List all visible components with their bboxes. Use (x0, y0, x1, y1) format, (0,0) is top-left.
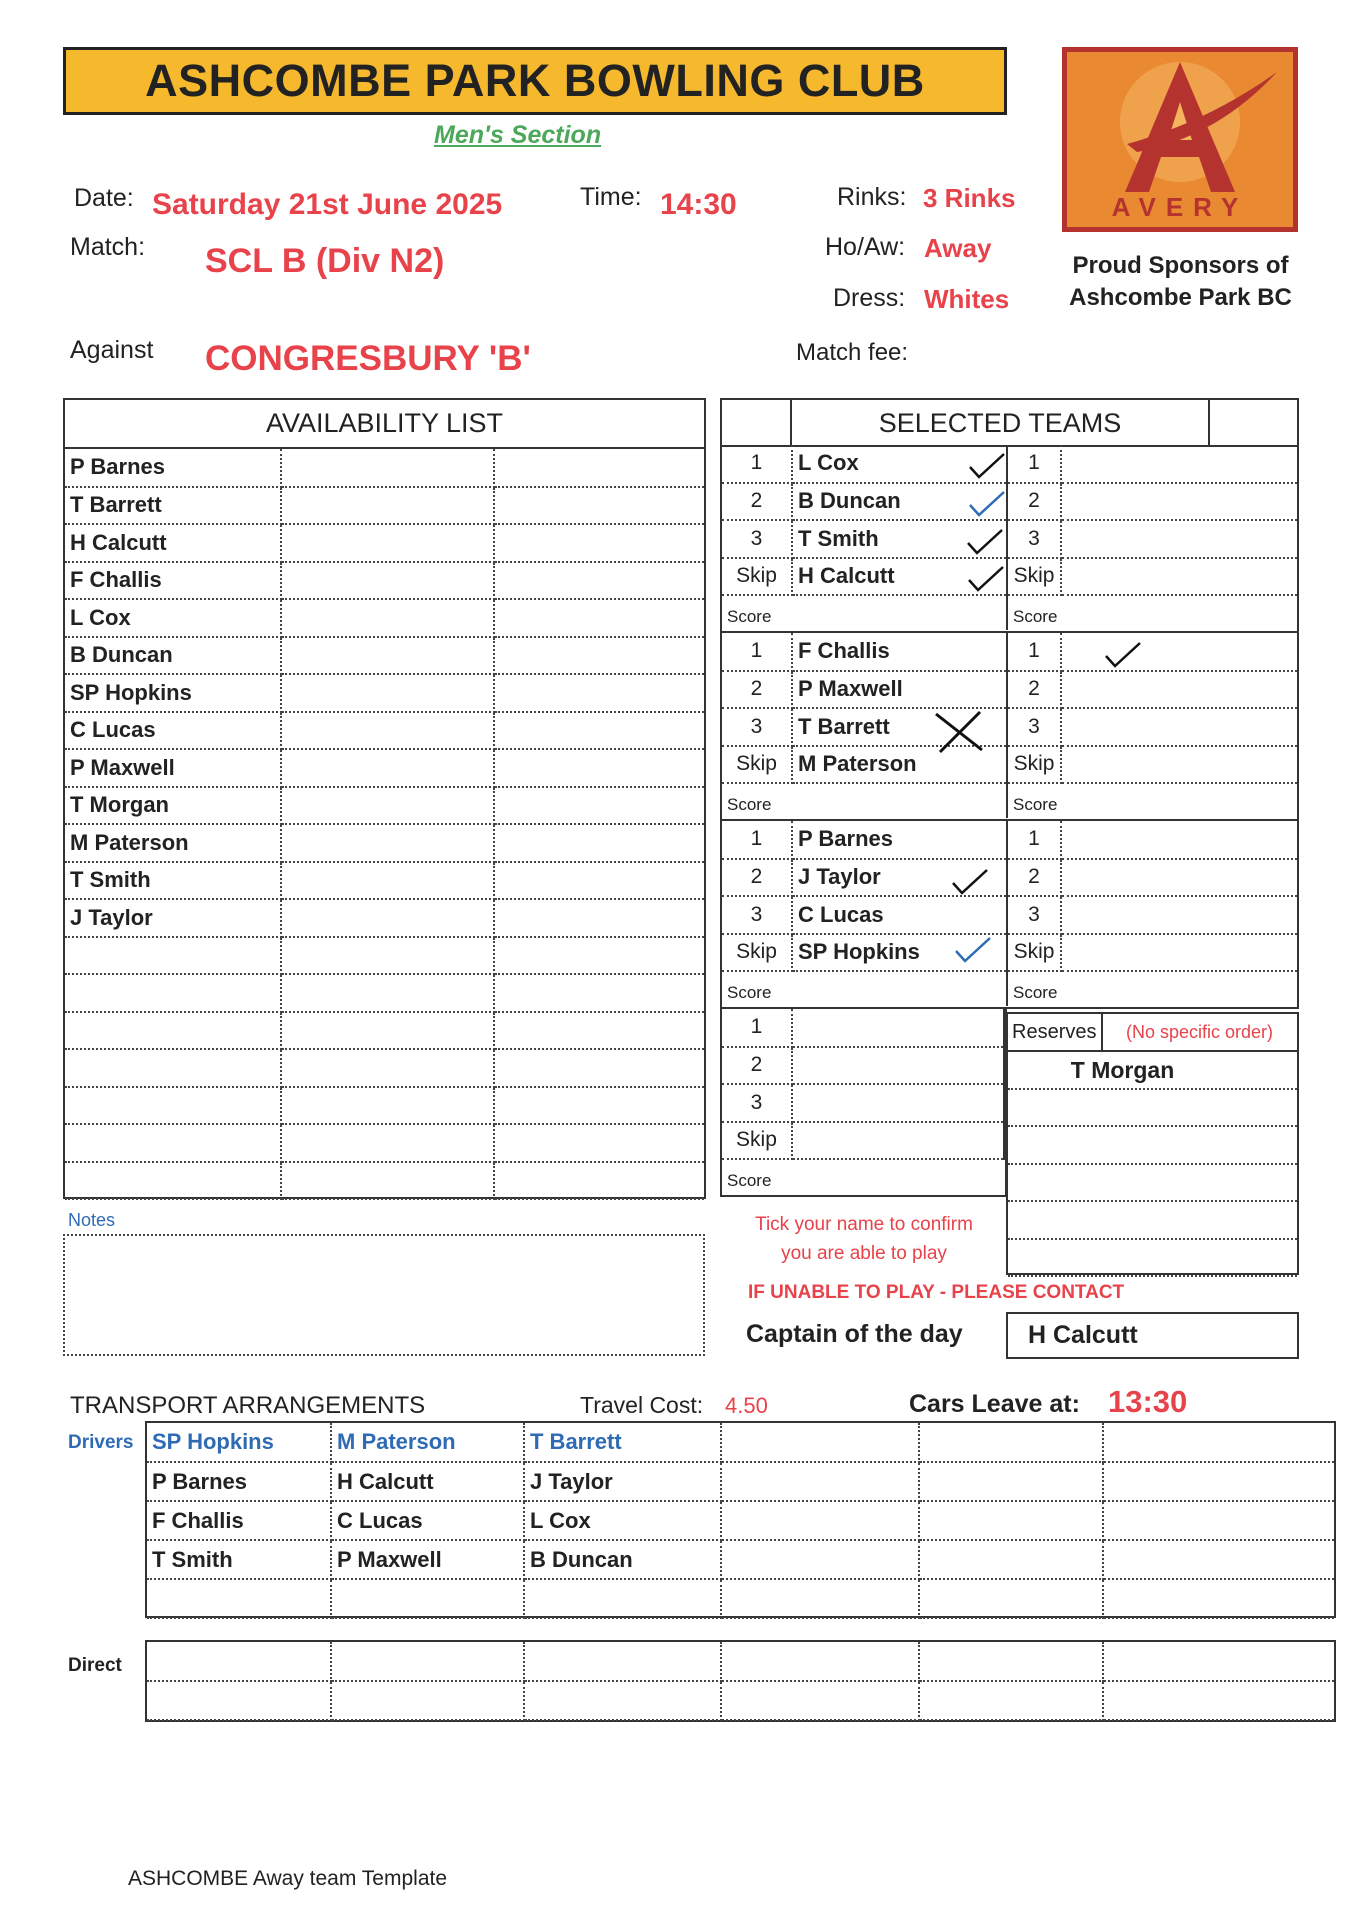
availability-name (65, 1124, 281, 1162)
passenger-name: T Smith (147, 1540, 331, 1579)
passenger-name[interactable] (919, 1579, 1103, 1618)
rinks-label: Rinks: (837, 183, 907, 211)
player-name: B Duncan (792, 483, 1007, 521)
passenger-name: P Maxwell (331, 1540, 524, 1579)
rink-3 (720, 821, 1299, 1009)
rink-row (722, 633, 1297, 671)
availability-title: AVAILABILITY LIST (65, 400, 704, 449)
checkmark-icon (950, 867, 990, 899)
availability-name (65, 1087, 281, 1125)
player-name: F Challis (792, 633, 1007, 671)
checkmark-icon (953, 935, 993, 967)
passenger-name[interactable] (721, 1579, 919, 1618)
passenger-name[interactable] (1103, 1462, 1334, 1501)
availability-cell[interactable] (281, 599, 494, 637)
score-label: Score (722, 783, 1007, 818)
opponent-name-cell[interactable] (1061, 483, 1297, 521)
position-label: 3 (722, 896, 792, 934)
position-label: 1 (722, 633, 792, 671)
reserve-slot: T Morgan (1008, 1052, 1297, 1090)
cross-mark-icon (932, 710, 986, 754)
dress-value: Whites (924, 284, 1010, 314)
player-name (792, 1084, 1004, 1122)
availability-row (65, 1012, 704, 1050)
availability-name: SP Hopkins (65, 674, 281, 712)
availability-row (65, 1124, 704, 1162)
opponent-position-label: 1 (1007, 633, 1061, 671)
direct-cell[interactable] (147, 1681, 331, 1720)
player-name: J Taylor (792, 859, 1007, 897)
match-date: Saturday 21st June 2025 (152, 188, 503, 221)
availability-name: H Calcutt (65, 524, 281, 562)
driver-name: SP Hopkins (147, 1423, 331, 1462)
availability-cell[interactable] (281, 674, 494, 712)
transport-grid-box (145, 1421, 1336, 1618)
availability-name: P Maxwell (65, 749, 281, 787)
player-name: T Smith (792, 520, 1007, 558)
opponent-name-cell[interactable] (1061, 896, 1297, 934)
availability-name: F Challis (65, 562, 281, 600)
availability-cell[interactable] (494, 599, 704, 637)
opponent-name-cell[interactable] (1061, 746, 1297, 784)
tick-note-2: you are able to play (781, 1243, 947, 1264)
travel-cost-label: Travel Cost: (580, 1392, 704, 1418)
rink-row (722, 1084, 1004, 1122)
direct-table (147, 1642, 1334, 1721)
selected-title: SELECTED TEAMS (878, 408, 1122, 438)
availability-name: C Lucas (65, 712, 281, 750)
availability-cell[interactable] (281, 712, 494, 750)
direct-cell[interactable] (147, 1642, 331, 1681)
opponent-position-label: 2 (1007, 671, 1061, 709)
opponent-position-label: Skip (1007, 746, 1061, 784)
availability-name: M Paterson (65, 824, 281, 862)
availability-list (63, 398, 706, 1199)
transport-row (147, 1423, 1334, 1462)
direct-label: Direct (68, 1655, 122, 1676)
direct-cell[interactable] (524, 1681, 721, 1720)
reserves-note: (No specific order) (1126, 1022, 1274, 1042)
availability-row (65, 1087, 704, 1125)
availability-cell[interactable] (494, 1124, 704, 1162)
hoaw-label: Ho/Aw: (825, 233, 906, 261)
direct-cell[interactable] (524, 1642, 721, 1681)
direct-cell[interactable] (331, 1681, 524, 1720)
reserve-slot (1008, 1165, 1297, 1203)
rink-row (722, 896, 1297, 934)
player-name (792, 1047, 1004, 1085)
checkmark-icon (967, 489, 1007, 521)
reserves-header (1008, 1014, 1297, 1052)
time-label: Time: (580, 183, 642, 211)
passenger-name: C Lucas (331, 1501, 524, 1540)
score-label: Score (722, 971, 1007, 1006)
passenger-name: L Cox (524, 1501, 721, 1540)
availability-row (65, 899, 704, 937)
reserve-slot (1008, 1240, 1297, 1278)
availability-cell[interactable] (494, 524, 704, 562)
position-label: 1 (722, 445, 792, 483)
availability-row (65, 712, 704, 750)
availability-row (65, 637, 704, 675)
match-name: SCL B (Div N2) (205, 242, 445, 280)
position-label: 2 (722, 671, 792, 709)
passenger-name: J Taylor (524, 1462, 721, 1501)
availability-cell[interactable] (494, 712, 704, 750)
transport-table (147, 1423, 1334, 1619)
availability-cell[interactable] (494, 749, 704, 787)
opponent-position-label: 2 (1007, 483, 1061, 521)
player-name (792, 1122, 1004, 1160)
availability-cell[interactable] (494, 637, 704, 675)
avery-logo (1062, 47, 1298, 232)
opponent-position-label: 3 (1007, 896, 1061, 934)
player-name: L Cox (792, 445, 1007, 483)
availability-table (65, 449, 704, 1200)
availability-cell[interactable] (281, 562, 494, 600)
availability-name: T Morgan (65, 787, 281, 825)
availability-cell[interactable] (281, 824, 494, 862)
availability-cell[interactable] (281, 1049, 494, 1087)
player-name: P Barnes (792, 821, 1007, 859)
opponent-position-label: 1 (1007, 821, 1061, 859)
availability-row (65, 599, 704, 637)
logo-text: AVERY (1111, 192, 1249, 222)
score-label: Score (722, 595, 1007, 630)
availability-row (65, 862, 704, 900)
passenger-name: H Calcutt (331, 1462, 524, 1501)
availability-row (65, 524, 704, 562)
availability-cell[interactable] (494, 674, 704, 712)
rink-row (722, 520, 1297, 558)
reserve-slot (1008, 1202, 1297, 1240)
rink-row (722, 859, 1297, 897)
availability-name: T Barrett (65, 487, 281, 525)
rink-row (722, 671, 1297, 709)
availability-row (65, 449, 704, 487)
position-label: 2 (722, 859, 792, 897)
opponent-name-cell[interactable] (1061, 445, 1297, 483)
passenger-name[interactable] (721, 1540, 919, 1579)
availability-row (65, 824, 704, 862)
rink-row (722, 1047, 1004, 1085)
reserve-slot (1008, 1127, 1297, 1165)
rink-row (722, 821, 1297, 859)
transport-row (147, 1579, 1334, 1618)
selected-header (720, 398, 1299, 447)
passenger-name: F Challis (147, 1501, 331, 1540)
passenger-name[interactable] (1103, 1579, 1334, 1618)
availability-name: P Barnes (65, 449, 281, 487)
availability-cell[interactable] (494, 1087, 704, 1125)
checkmark-icon (967, 451, 1007, 483)
availability-name: T Smith (65, 862, 281, 900)
passenger-name[interactable] (331, 1579, 524, 1618)
reserves-box (1006, 1012, 1299, 1275)
player-name: T Barrett (792, 708, 1007, 746)
rink-row (722, 1009, 1004, 1047)
availability-cell[interactable] (494, 899, 704, 937)
availability-name: L Cox (65, 599, 281, 637)
opponent-name-cell[interactable] (1061, 558, 1297, 596)
opponent-position-label: 2 (1007, 859, 1061, 897)
availability-cell[interactable] (281, 862, 494, 900)
rink-row (722, 1122, 1004, 1160)
transport-row (147, 1501, 1334, 1540)
driver-name: M Paterson (331, 1423, 524, 1462)
availability-row (65, 487, 704, 525)
rink-row (722, 708, 1297, 746)
tick-instructions (744, 1210, 984, 1268)
opponent-position-label: 3 (1007, 520, 1061, 558)
opponent-name-cell[interactable] (1061, 934, 1297, 972)
availability-cell[interactable] (281, 974, 494, 1012)
rink-row (722, 934, 1297, 972)
passenger-name[interactable] (1103, 1501, 1334, 1540)
player-name: H Calcutt (792, 558, 1007, 596)
opponent-name-cell[interactable] (1061, 708, 1297, 746)
score-label: Score (1013, 607, 1058, 626)
cars-leave-time: 13:30 (1108, 1384, 1188, 1419)
availability-name (65, 1049, 281, 1087)
against-label: Against (70, 336, 154, 364)
opponent-name-cell[interactable] (1061, 671, 1297, 709)
availability-name: B Duncan (65, 637, 281, 675)
opponent-position-label: 1 (1007, 445, 1061, 483)
availability-cell[interactable] (494, 787, 704, 825)
availability-row (65, 974, 704, 1012)
availability-name: J Taylor (65, 899, 281, 937)
captain-label: Captain of the day (746, 1320, 963, 1348)
score-label: Score (727, 1171, 772, 1190)
availability-cell[interactable] (494, 937, 704, 975)
position-label: 1 (722, 821, 792, 859)
availability-cell[interactable] (281, 487, 494, 525)
rink-4 (720, 1009, 1007, 1197)
opponent-name: CONGRESBURY 'B' (205, 339, 531, 378)
position-label: 2 (722, 483, 792, 521)
availability-name (65, 1012, 281, 1050)
position-label: Skip (722, 934, 792, 972)
availability-row (65, 674, 704, 712)
driver-name[interactable] (919, 1423, 1103, 1462)
reserves-list (1008, 1052, 1297, 1277)
checkmark-icon (1103, 640, 1143, 672)
passenger-name: B Duncan (524, 1540, 721, 1579)
rink-row (722, 558, 1297, 596)
availability-cell[interactable] (281, 1162, 494, 1200)
availability-row (65, 749, 704, 787)
passenger-name[interactable] (721, 1462, 919, 1501)
hoaw-value: Away (924, 233, 992, 263)
sponsor-text: Proud Sponsors of Ashcombe Park BC (1069, 252, 1292, 311)
footer-template-name: ASHCOMBE Away team Template (128, 1867, 448, 1890)
rink-1 (720, 445, 1299, 633)
direct-cell[interactable] (331, 1642, 524, 1681)
availability-name (65, 1162, 281, 1200)
availability-cell[interactable] (494, 487, 704, 525)
opponent-name-cell[interactable] (1061, 633, 1297, 671)
player-name (792, 1009, 1004, 1047)
unable-notice: IF UNABLE TO PLAY - PLEASE CONTACT (748, 1282, 1125, 1303)
score-row (722, 595, 1297, 630)
position-label: 3 (722, 708, 792, 746)
captain-name: H Calcutt (1006, 1312, 1299, 1359)
passenger-name: P Barnes (147, 1462, 331, 1501)
club-title: ASHCOMBE PARK BOWLING CLUB (63, 47, 1007, 115)
match-time: 14:30 (660, 188, 737, 221)
passenger-name[interactable] (1103, 1540, 1334, 1579)
score-label: Score (1013, 983, 1058, 1002)
availability-cell[interactable] (494, 1012, 704, 1050)
position-label: 1 (722, 1009, 792, 1047)
passenger-name[interactable] (524, 1579, 721, 1618)
opponent-position-label: Skip (1007, 934, 1061, 972)
rink-row (722, 483, 1297, 521)
direct-cell[interactable] (1103, 1681, 1334, 1720)
availability-cell[interactable] (281, 1087, 494, 1125)
notes-label: Notes (68, 1210, 116, 1230)
transport-row (147, 1540, 1334, 1579)
score-row (722, 1159, 1004, 1194)
direct-cell[interactable] (1103, 1642, 1334, 1681)
availability-cell[interactable] (281, 637, 494, 675)
availability-cell[interactable] (281, 749, 494, 787)
passenger-name[interactable] (147, 1579, 331, 1618)
opponent-name-cell[interactable] (1061, 520, 1297, 558)
score-label: Score (1013, 795, 1058, 814)
rink-2 (720, 633, 1299, 821)
direct-cell[interactable] (919, 1642, 1103, 1681)
availability-name (65, 937, 281, 975)
availability-name (65, 974, 281, 1012)
date-label: Date: (74, 184, 134, 212)
position-label: 3 (722, 520, 792, 558)
availability-row (65, 937, 704, 975)
drivers-label: Drivers (68, 1432, 134, 1453)
match-label: Match: (70, 233, 146, 261)
passenger-name[interactable] (919, 1462, 1103, 1501)
availability-cell[interactable] (494, 562, 704, 600)
position-label: 3 (722, 1084, 792, 1122)
availability-row (65, 562, 704, 600)
match-fee-label: Match fee: (796, 339, 909, 366)
availability-cell[interactable] (281, 1124, 494, 1162)
opponent-position-label: Skip (1007, 558, 1061, 596)
transport-row (147, 1462, 1334, 1501)
position-label: Skip (722, 1122, 792, 1160)
passenger-name[interactable] (721, 1501, 919, 1540)
player-name: C Lucas (792, 896, 1007, 934)
availability-cell[interactable] (494, 974, 704, 1012)
cars-leave-label: Cars Leave at: (909, 1390, 1080, 1418)
direct-cell[interactable] (721, 1642, 919, 1681)
score-row (722, 971, 1297, 1006)
player-name: P Maxwell (792, 671, 1007, 709)
availability-cell[interactable] (281, 899, 494, 937)
availability-row (65, 787, 704, 825)
driver-name[interactable] (1103, 1423, 1334, 1462)
checkmark-icon (965, 527, 1005, 559)
direct-cell[interactable] (721, 1681, 919, 1720)
section-subtitle: Men's Section (434, 121, 602, 149)
reserve-slot (1008, 1090, 1297, 1128)
direct-cell[interactable] (919, 1681, 1103, 1720)
passenger-name[interactable] (919, 1540, 1103, 1579)
availability-cell[interactable] (494, 1049, 704, 1087)
rink-row (722, 445, 1297, 483)
availability-cell[interactable] (281, 937, 494, 975)
transport-title: TRANSPORT ARRANGEMENTS (70, 1392, 426, 1419)
score-row (722, 783, 1297, 818)
availability-row (65, 1049, 704, 1087)
availability-cell[interactable] (494, 449, 704, 487)
driver-name: T Barrett (524, 1423, 721, 1462)
position-label: 2 (722, 1047, 792, 1085)
player-name: M Paterson (792, 746, 1007, 784)
position-label: Skip (722, 558, 792, 596)
availability-cell[interactable] (494, 1162, 704, 1200)
notes-box[interactable] (63, 1234, 705, 1356)
availability-cell[interactable] (281, 524, 494, 562)
availability-cell[interactable] (494, 862, 704, 900)
driver-name[interactable] (721, 1423, 919, 1462)
availability-cell[interactable] (281, 449, 494, 487)
rinks-value: 3 Rinks (923, 183, 1016, 213)
availability-row (65, 1162, 704, 1200)
rink-row (722, 746, 1297, 784)
checkmark-icon (966, 564, 1006, 596)
player-name: SP Hopkins (792, 934, 1007, 972)
travel-cost: 4.50 (725, 1393, 768, 1418)
reserves-label: Reserves (1008, 1014, 1103, 1050)
tick-note-1: Tick your name to confirm (755, 1214, 973, 1235)
opponent-name-cell[interactable] (1061, 821, 1297, 859)
direct-grid-box (145, 1640, 1336, 1722)
availability-cell[interactable] (281, 1012, 494, 1050)
dress-label: Dress: (833, 284, 906, 312)
position-label: Skip (722, 746, 792, 784)
availability-cell[interactable] (281, 787, 494, 825)
opponent-name-cell[interactable] (1061, 859, 1297, 897)
availability-cell[interactable] (494, 824, 704, 862)
opponent-position-label: 3 (1007, 708, 1061, 746)
passenger-name[interactable] (919, 1501, 1103, 1540)
